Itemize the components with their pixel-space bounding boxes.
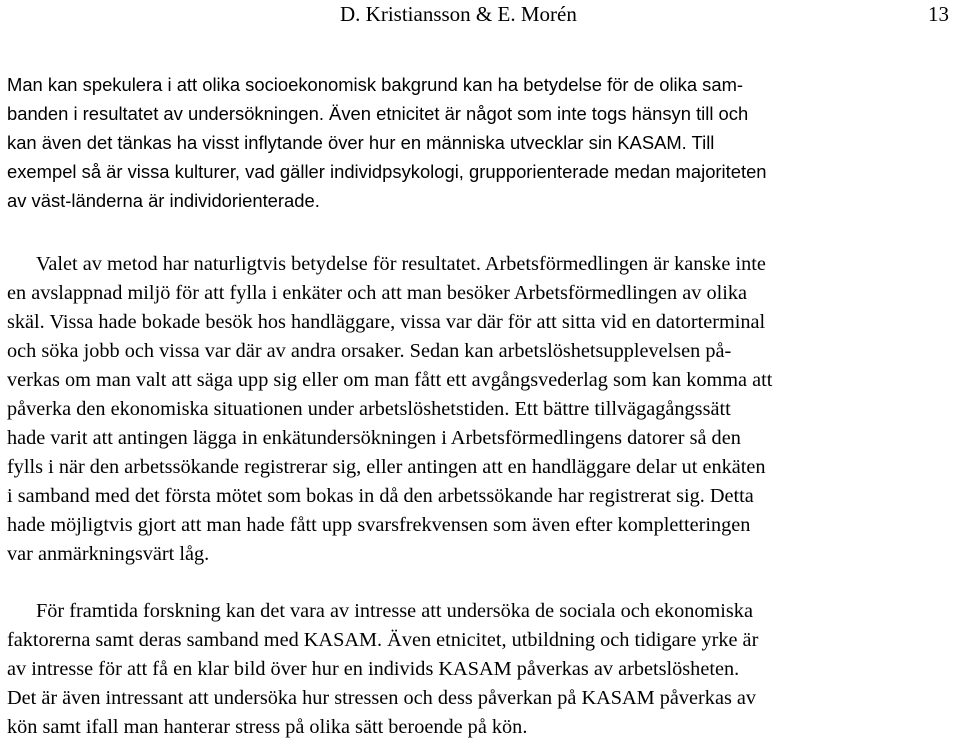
paragraph-line: hade möjligtvis gjort att man hade fått upp svarsfrekvensen som även efter kompletteringen bbox=[7, 514, 751, 536]
paragraph-line: hade varit att antingen lägga in enkätundersökningen i Arbetsförmedlingens datorer så den bbox=[7, 427, 741, 449]
paragraph-line: kön samt ifall man hanterar stress på olika sätt beroende på kön. bbox=[7, 716, 528, 738]
header-authors: D. Kristiansson & E. Morén bbox=[340, 2, 577, 26]
paragraph-line: faktorerna samt deras samband med KASAM. Även etnicitet, utbildning och tidigare yrke är bbox=[7, 629, 759, 651]
paragraph-line: och söka jobb och vissa var där av andra orsaker. Sedan kan arbetslöshetsupplevelsen på- bbox=[7, 340, 732, 362]
paragraph-line: skäl. Vissa hade bokade besök hos handläggare, vissa var där för att sitta vid en datorterminal bbox=[7, 311, 766, 333]
paragraph-line: en avslappnad miljö för att fylla i enkäter och att man besöker Arbetsförmedlingen av olika bbox=[7, 282, 748, 304]
paragraph-line: exempel så är vissa kulturer, vad gäller individpsykologi, grupporienterade medan majoriteten bbox=[7, 161, 767, 182]
paragraph-line: Valet av metod har naturligtvis betydelse för resultatet. Arbetsförmedlingen är kanske inte bbox=[36, 253, 766, 275]
page-number: 13 bbox=[928, 2, 949, 26]
paragraph-future-research bbox=[7, 597, 957, 742]
paragraph-line: av intresse för att få en klar bild över hur en individs KASAM påverkas av arbetslösheten. bbox=[7, 658, 740, 680]
paragraph-line: fylls i när den arbetssökande registrerar sig, eller antingen att en handläggare delar ut enkäten bbox=[7, 456, 766, 478]
paragraph-line: kan även det tänkas ha visst inflytande över hur en människa utvecklar sin KASAM. Till bbox=[7, 132, 715, 153]
paragraph-line: verkas om man valt att säga upp sig eller om man fått ett avgångsvederlag som kan komma att bbox=[7, 369, 773, 391]
paragraph-line: i samband med det första mötet som bokas in då den arbetssökande har registrerat sig. Detta bbox=[7, 485, 754, 507]
paragraph-line: För framtida forskning kan det vara av intresse att undersöka de sociala och ekonomiska bbox=[36, 600, 753, 622]
paragraph-line: var anmärkningsvärt låg. bbox=[7, 543, 210, 565]
paragraph-socioeconomic bbox=[7, 70, 957, 215]
paragraph-line: Man kan spekulera i att olika socioekonomisk bakgrund kan ha betydelse för de olika sam- bbox=[7, 74, 744, 95]
paragraph-method bbox=[7, 250, 957, 569]
paragraph-line: Det är även intressant att undersöka hur stressen och dess påverkan på KASAM påverkas av bbox=[7, 687, 757, 709]
paragraph-line: påverka den ekonomiska situationen under arbetslöshetstiden. Ett bättre tillvägagångssätt bbox=[7, 398, 731, 420]
paragraph-line: av väst-länderna är individorienterade. bbox=[7, 190, 320, 211]
paragraph-line: banden i resultatet av undersökningen. Även etnicitet är något som inte togs hänsyn till och bbox=[7, 103, 749, 124]
page-header bbox=[0, 2, 960, 32]
